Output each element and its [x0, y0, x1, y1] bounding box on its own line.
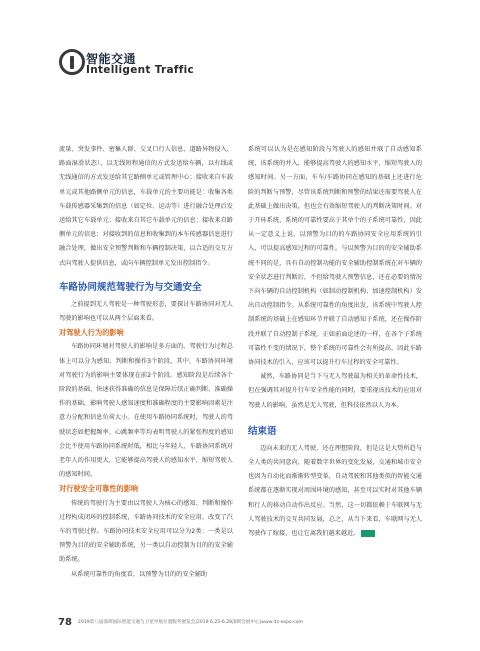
page-footer — [58, 617, 438, 627]
magazine-logo-icon — [59, 49, 85, 75]
subsection-heading: 对驾驶人行为的影响 — [59, 328, 124, 338]
section-title-en: Intelligent Traffic — [86, 64, 195, 76]
paragraph: 传统的驾驶行为主要由以驾驶人为核心的感知、判断和操作过程构成闭环的控制系统，车路协同技术的安全应用，改变了汽车的驾驶过程。车路协同技术安全应用可以分为2类：一类是以预警为目的的安全辅助系统，另一类以自动控制为目的的安全辅助系统。 — [59, 499, 233, 564]
section-heading: 结束语 — [248, 425, 277, 437]
page-number: 78 — [58, 616, 72, 628]
left-column — [59, 143, 233, 582]
paragraph: 系统可以认为是在感知阶段与驾驶人的感知并联了自动感知系统，该系统的并入，能够提高驾驶人的感知水平，缩短驾驶人的感知时间。另一方面，车车/车路协同在感知的基础上还进行危险的判断与预警，尽管该系统判断和预警的结果还需要驾驶人在此基础上做出决策，但也会有效缩短驾驶人的判断决策时间。对于开环系统，系统的可靠性要高于其单个的子系统可靠性，因此从一定意义上说，以预警为目的的车路协同安全应用系统的引入，可以提高感知过程的可靠性。与以预警为目的的安全辅助系统不同的是，具有自动控制功能的安全辅助控制系统在对车辆的安全状态进行判断后，不但给驾驶人预警信息，还在必要的情况下向车辆的自动控制机构（如制动控制机构、加速控制机构）发出自动控制指令。从系统可靠性的角度出发，该系统中驾驶人控制系统的基础上在感知环节并联了自动感知子系统，还在操作阶段并联了自动控制子系统。正如前面论述的一样，在各个子系统可靠性不变的情况下，整个系统的可靠性会有所提高，因此车路协同技术的引入，应该可以提升行车过程的安全可靠性。 — [248, 146, 422, 367]
paragraph: 流量、突发事件、密集人群、交叉口行人信息、道路异物侵入、路面湿滑状态），以无线短程通信的方式发送给车辆，以有线或无线通信的方式发送给其它路侧单元或管理中心；接收来自车载单元或其他路侧单元的信息，车载单元的主要功能是：收集各类车载传感器采集到的信息（如定位、运动等）进行融合处理后发送给其它车载单元；接收来自其它车载单元的信息；接收来自路侧单元的信息；对接收到的信息和收集到的本车传感器信息进行融合处理，做出安全预警判断和车辆控制决策，以合适的交互方式向驾驶人提供信息，或向车辆控制单元发出控制指令。 — [59, 146, 233, 267]
paragraph: 从系统可靠性的角度看，以预警为目的的安全辅助 — [71, 570, 208, 578]
paragraph: 之前提到无人驾驶是一种驾驶形态，要探讨车路协同对无人驾驶的影响也可以从两个层面来看。 — [59, 300, 233, 323]
paragraph-text: 迈向未来的无人驾驶，还在理想阶段，但是这是大势所趋与全人类的共同意向，随着数字世界的变化发展，交通和城市安全也因为自动化而渐渐转型变革，自动驾驶和其他类似的智能交通系统都在逐渐实现对周围环境的感知，甚至可以实时对其他车辆和行人的移动自动作出反应。当然，这一切都依赖于车联网与无人驾驶技术的交互共同发展，总之，从当下来看，车联网与无人驾驶作了嫁接，也让它离我们越来越近。 — [248, 444, 422, 538]
right-column — [248, 143, 422, 541]
paragraph: 车路协同环境对驾驶人的影响是多方面的，驾驶行为过程总体上可以分为感知、判断和操作3个阶段，其中，车路协同环境对驾驶行为的影响主要体现在前2个阶段。感知阶段是后续各个阶段的基础，快速获得准确的信息是保障后续正确判断、准确操作的基础，影响驾驶人感知速度和准确程度的主要影响因素是注意力分配和信息负荷大小。在使用车路协同系统时，驾驶人的驾驶状态如把握频率、心跳频率等均表明驾驶人的紧张程度的感知会比不使用车路协同系统时低，相比与年轻人，车路协同系统对老年人的作用更大，它能够提高驾驶人的感知水平，缩短驾驶人的感知时间。 — [59, 343, 233, 479]
paragraph — [248, 442, 422, 541]
section-heading: 车路协同规范驾驶行为与交通安全 — [59, 281, 202, 293]
footer-text: 2019第八届深圳国际智能交通与卫星导航位置服务展览会|2019.6.25-6.28深圳会展中心|www.its-expo.com — [77, 620, 304, 625]
subsection-heading: 对行驶安全可靠性的影响 — [59, 484, 139, 494]
article-end-mark-icon — [361, 530, 375, 537]
paragraph: 诚然，车路协同是当下与无人驾驶最为相关的革命性技术，但在强调其对提升行车安全性能的同时，要重视该技术的应用对驾驶人的影响，虽然是无人驾驶，但科技依然以人为本。 — [248, 373, 422, 409]
section-title-cn: 智能交通 — [86, 52, 137, 66]
